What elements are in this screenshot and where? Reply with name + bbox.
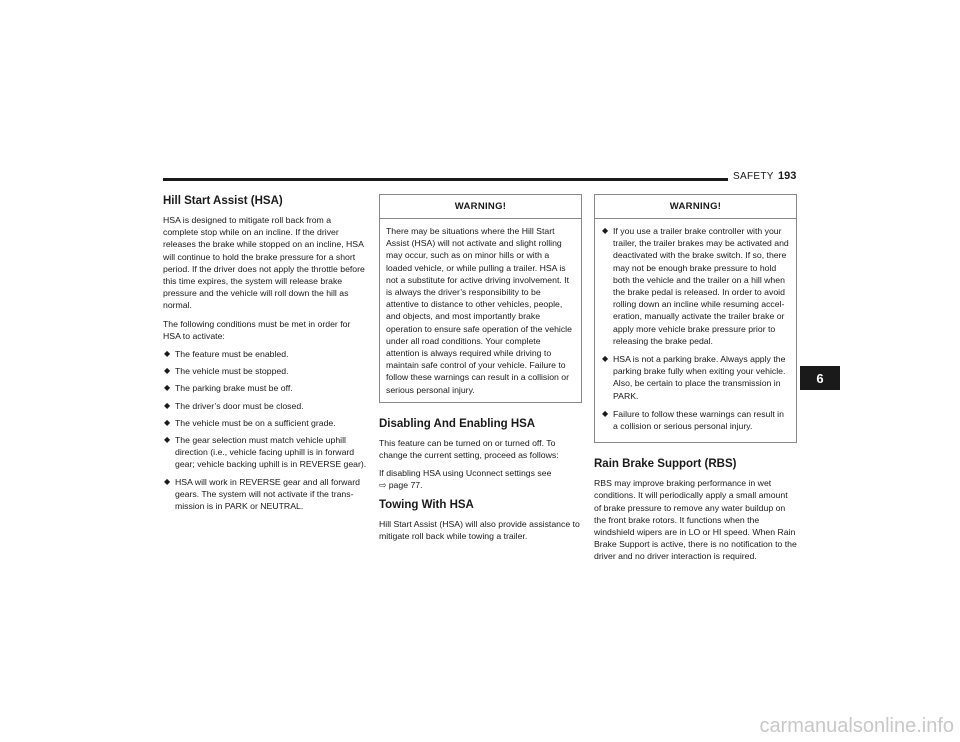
list-item <box>163 476 368 513</box>
hsa-intro: HSA is designed to mitigate roll back from a complete stop while on an incline. If the driver releases the brake while stopped on an incline, HSA will continue to hold the brake pressure for a short period. If the driver does not apply the throttle before this time expires, the system will release brake pressure and the vehicle will roll down the hill as normal. <box>163 215 365 311</box>
rbs-text: RBS may improve braking performance in wet conditions. It will periodically apply a small amount of brake pressure to remove any water buildup on the front brake rotors. It functions when the windshield wipers are in LO or HI speed. When Rain Brake Support is active, there is no notification to the driver and no driver interaction is required. <box>594 478 797 562</box>
list-item <box>163 400 368 412</box>
towing-text: Hill Start Assist (HSA) will also provide assistance to mitigate roll back while towing a trailer. <box>379 518 580 541</box>
header-rule <box>163 178 728 181</box>
bullet-icon: ◆ <box>164 349 171 359</box>
list-item-text: The vehicle must be stopped. <box>175 366 289 377</box>
list-item <box>163 434 368 471</box>
rbs-heading: Rain Brake Support (RBS) <box>594 458 737 471</box>
list-item-text: Failure to follow these warnings can result in a collision or serious personal injury. <box>613 408 784 432</box>
warning-text: There may be situations where the Hill Start Assist (HSA) will not activate and slight rolling may occur, such as on minor hills or with a loaded vehicle, or while pulling a trailer. HSA is not a substitute for active driving involvement. It is always the driver’s responsibility to be attentive to distance to other vehicles, people, and objects, and most importantly brake operation to ensure safe operation of the vehicle under all road conditions. Your complete attention is always required while driving to maintain safe control of your vehicle. Failure to follow these warnings can result in a collision or serious personal injury. <box>386 226 572 395</box>
page-reference-link[interactable]: page 77. <box>388 480 423 491</box>
list-item <box>163 348 368 360</box>
list-item <box>163 382 368 394</box>
bullet-icon: ◆ <box>164 435 171 445</box>
bullet-icon: ◆ <box>602 408 609 418</box>
list-item <box>163 417 368 429</box>
section-title: SAFETY <box>733 171 774 182</box>
list-item-text: The gear selection must match vehicle uphill direction (i.e., vehicle facing uphill is in forward gear; vehicle backing uphill is in REVERSE gear). <box>175 435 367 470</box>
column-2 <box>379 194 582 548</box>
warning-box <box>594 194 797 443</box>
bullet-icon: ◆ <box>164 417 171 427</box>
column-3 <box>594 194 797 569</box>
arrow-icon: ⇨ <box>379 480 387 491</box>
list-item-text: The parking brake must be off. <box>175 383 293 394</box>
list-item-text: HSA will work in REVERSE gear and all forward gears. The system will not activate if the trans-mission is in PARK or NEUTRAL. <box>175 476 360 512</box>
list-item-text: HSA is not a parking brake. Always apply the parking brake fully when exiting your vehicle. Also, be certain to place the transmission in PARK. <box>613 354 786 401</box>
warning-title: WARNING! <box>595 195 796 219</box>
disabling-reference <box>379 467 582 491</box>
bullet-icon: ◆ <box>164 383 171 393</box>
warning-body <box>595 219 796 442</box>
page-number: 193 <box>778 170 797 182</box>
disabling-heading: Disabling And Enabling HSA <box>379 417 536 430</box>
bullet-icon: ◆ <box>602 226 609 235</box>
warning-body <box>380 219 581 402</box>
list-item <box>601 225 790 347</box>
warning-title: WARNING! <box>380 195 581 219</box>
warning-list <box>601 225 790 432</box>
list-item-text: If you use a trailer brake controller with your trailer, the trailer brakes may be activated and deactivated with the brake switch. If so, there may not be enough brake pressure to hold both the vehicle and the trailer on a hill when the brake pedal is released. In order to avoid rolling down an incline while resuming accel-eration, manually activate the trailer brake or apply more vehicle brake pressure prior to releasing the brake pedal. <box>613 226 789 346</box>
list-item-text: The vehicle must be on a sufficient grade. <box>175 417 336 428</box>
list-item <box>601 353 790 402</box>
watermark: carmanualsonline.info <box>759 715 954 737</box>
bullet-icon: ◆ <box>164 400 171 410</box>
hsa-heading: Hill Start Assist (HSA) <box>163 195 283 207</box>
hsa-conditions-intro: The following conditions must be met in order for HSA to activate: <box>163 318 351 341</box>
column-1 <box>163 194 368 517</box>
bullet-icon: ◆ <box>164 476 171 486</box>
disabling-text: This feature can be turned on or turned off. To change the current setting, proceed as follows: <box>379 437 559 461</box>
bullet-icon: ◆ <box>164 366 171 376</box>
bullet-icon: ◆ <box>602 354 609 364</box>
chapter-tab: 6 <box>800 366 840 390</box>
warning-box <box>379 194 582 403</box>
reference-text: If disabling HSA using Uconnect settings see <box>379 468 552 479</box>
towing-heading: Towing With HSA <box>379 498 474 511</box>
list-item-text: The feature must be enabled. <box>175 349 289 360</box>
list-item-text: The driver’s door must be closed. <box>175 400 304 411</box>
list-item <box>601 408 790 432</box>
list-item <box>163 365 368 377</box>
hsa-conditions-list <box>163 348 368 512</box>
